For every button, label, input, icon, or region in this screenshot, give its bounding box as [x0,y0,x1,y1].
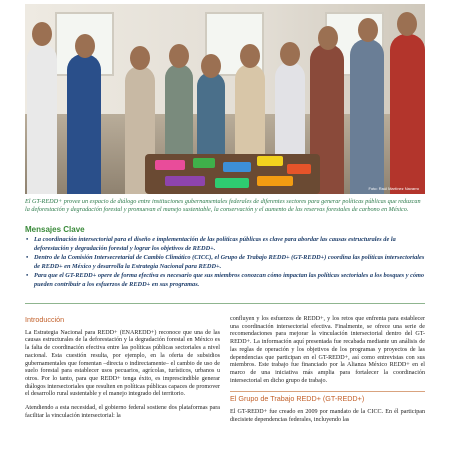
photo-head [397,12,417,36]
photo-person [350,39,384,194]
photo-head [169,44,189,68]
model-piece [257,156,283,166]
key-message-item: • La coordinación intersectorial para el diseño e implementación de las políticas públicas es clave para abordar las causas estructurales de la deforestación y degradación forestal y lograr los objetivos de REDD+. [25,236,425,253]
body-paragraph: El GT-REDD+ fue creado en 2009 por mandato de la CICC. En él participan diecisiete dependencias federales, incluyendo las [230,409,425,423]
key-messages-title: Mensajes Clave [25,225,85,234]
photo-person [27,44,57,194]
photo-head [358,18,378,42]
section-divider [25,303,425,304]
photo-head [240,44,260,68]
gt-redd-heading: El Grupo de Trabajo REDD+ (GT-REDD+) [230,391,425,403]
photo-head [280,42,300,66]
photo-caption: El GT-REDD+ provee un espacio de diálogo entre instituciones gubernamentales federales de diferentes sectores para generar políticas públicas que reduzcan la deforestación y degradación forestal y promuevan el manejo sustentable, la conservación y el aumento de las reservas forestales de carbono en México. [25,198,421,213]
model-piece [223,162,251,172]
photo-head [32,22,52,46]
key-messages-list [25,236,425,291]
right-column [230,316,425,430]
model-piece [215,178,249,188]
body-paragraph: confluyen y los esfuerzos de REDD+, y los retos que enfrenta para establecer una coordinación intersectorial efectiva. Finalmente, se ofrece una serie de recomendaciones para mejorar la vinculación intersectorial dentro del GT-REDD+. La información aquí presentada fue recabada mediante un análisis de las reglas de operación y los objetivos de los programas y proyectos de las dependencias que participan en el GT-REDD+, así como entrevistas con sus miembros. Este trabajo fue financiado por la Alianza México REDD+ en el marco de una iniciativa más amplia para fortalecer la coordinación intersectorial en dicho grupo de trabajo. [230,316,425,384]
landscape-model [145,154,320,194]
model-piece [257,176,293,186]
photo-person [390,34,425,194]
intro-paragraph: Atendiendo a esta necesidad, el gobierno federal sostiene dos plataformas para facilitar la vinculación intersectorial: la [25,405,220,419]
intro-heading: Introducción [25,315,65,324]
key-message-item: • Dentro de la Comisión Intersecretarial de Cambio Climático (CICC), el Grupo de Trabajo REDD+ (GT-REDD+) coordina las políticas intersectoriales de REDD+ en México y desarrolla la Estrategia Nacional para REDD+. [25,254,425,271]
intro-paragraph: La Estrategia Nacional para REDD+ (ENAREDD+) reconoce que una de las causas estructurales de la deforestación y la degradación forestal en México es la falta de coordinación efectiva entre las políticas públicas sectoriales a nivel nacional. Esta cuestión resulta, por ejemplo, en la oferta de subsidios gubernamentales que fomentan –directa o indirectamente– el cambio de uso de suelo forestal para establecer usos pecuarios, agrícolas, turísticos, urbanos u otros. Por lo tanto, para que REDD+ tenga éxito, es imprescindible generar diálogos intersectoriales que resulten en políticas públicas capaces de promover el desarrollo rural sustentable y el manejo integrado del territorio. [25,329,220,398]
group-photo [25,4,425,194]
left-column [25,316,220,426]
photo-head [75,34,95,58]
photo-head [201,54,221,78]
key-message-item: • Para que el GT-REDD+ opere de forma efectiva es necesario que sus miembros conozcan cómo impactan las políticas sectoriales a los bosques y cómo pueden contribuir a los esfuerzos de REDD+ en sus programas. [25,272,425,289]
photo-person [67,54,101,194]
photo-credit: Foto: Raúl Martínez Navarro [368,186,419,191]
photo-head [130,46,150,70]
photo-head [318,26,338,50]
model-piece [155,160,185,170]
model-piece [287,164,311,174]
model-piece [165,176,205,186]
model-piece [193,158,215,168]
